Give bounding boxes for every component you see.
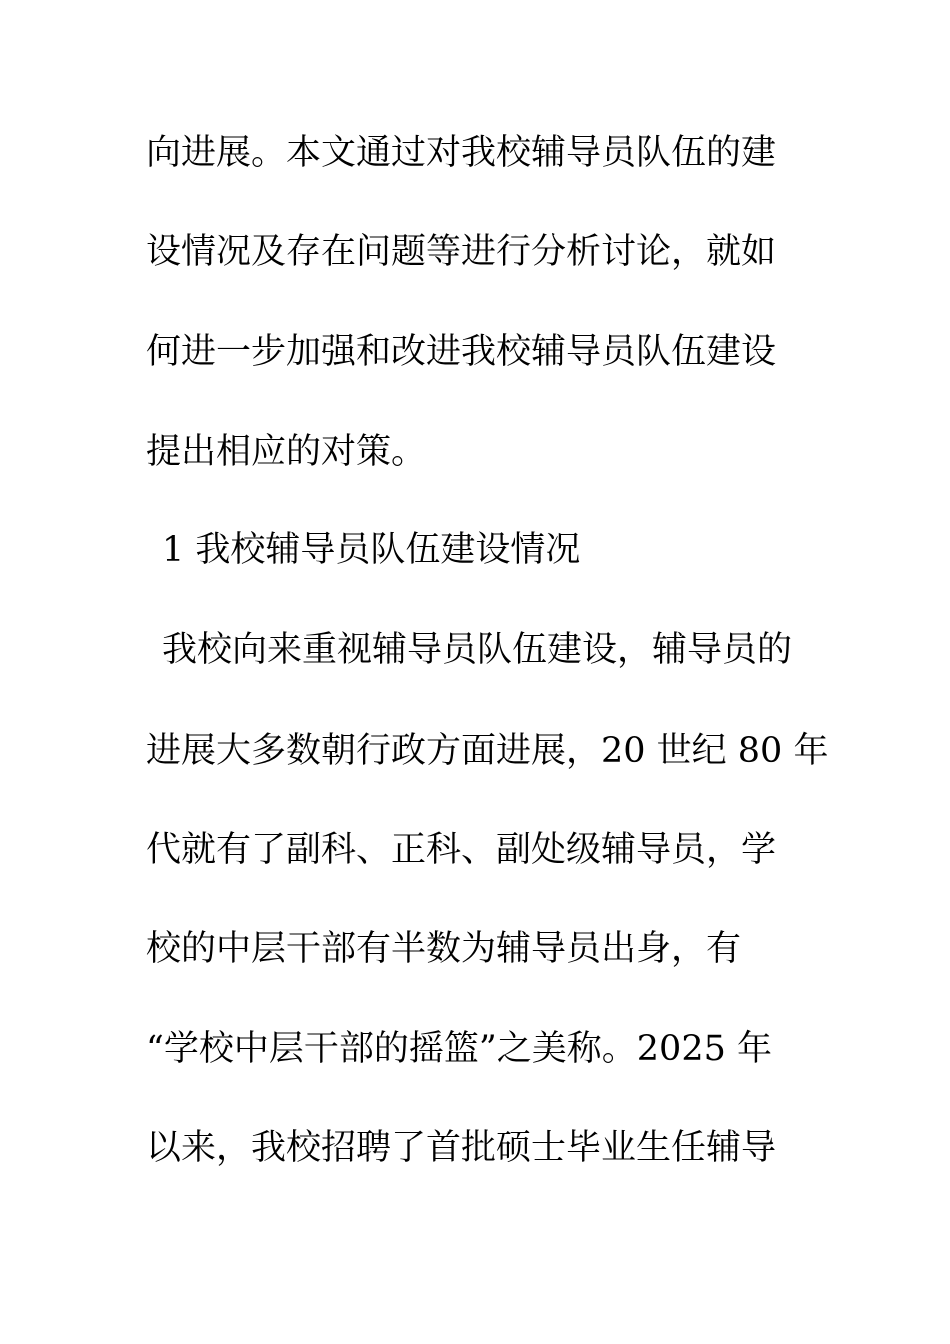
paragraph-line: 代就有了副科、正科、副处级辅导员，学 xyxy=(146,830,777,870)
paragraph-line: 提出相应的对策。 xyxy=(146,432,427,472)
paragraph-line: 以来，我校招聘了首批硕士毕业生任辅导 xyxy=(146,1128,777,1168)
paragraph-line: 进展大多数朝行政方面进展，20 世纪 80 年 xyxy=(146,731,829,771)
paragraph-line: “学校中层干部的摇篮”之美称。2025 年 xyxy=(146,1029,772,1069)
paragraph-line: 何进一步加强和改进我校辅导员队伍建设 xyxy=(146,332,777,372)
paragraph-line: 我校向来重视辅导员队伍建设，辅导员的 xyxy=(162,630,793,670)
paragraph-line: 校的中层干部有半数为辅导员出身，有 xyxy=(146,929,742,969)
section-heading: 1 我校辅导员队伍建设情况 xyxy=(162,530,581,570)
paragraph-line: 向进展。本文通过对我校辅导员队伍的建 xyxy=(146,133,777,173)
paragraph-line: 设情况及存在问题等进行分析讨论，就如 xyxy=(146,232,777,272)
